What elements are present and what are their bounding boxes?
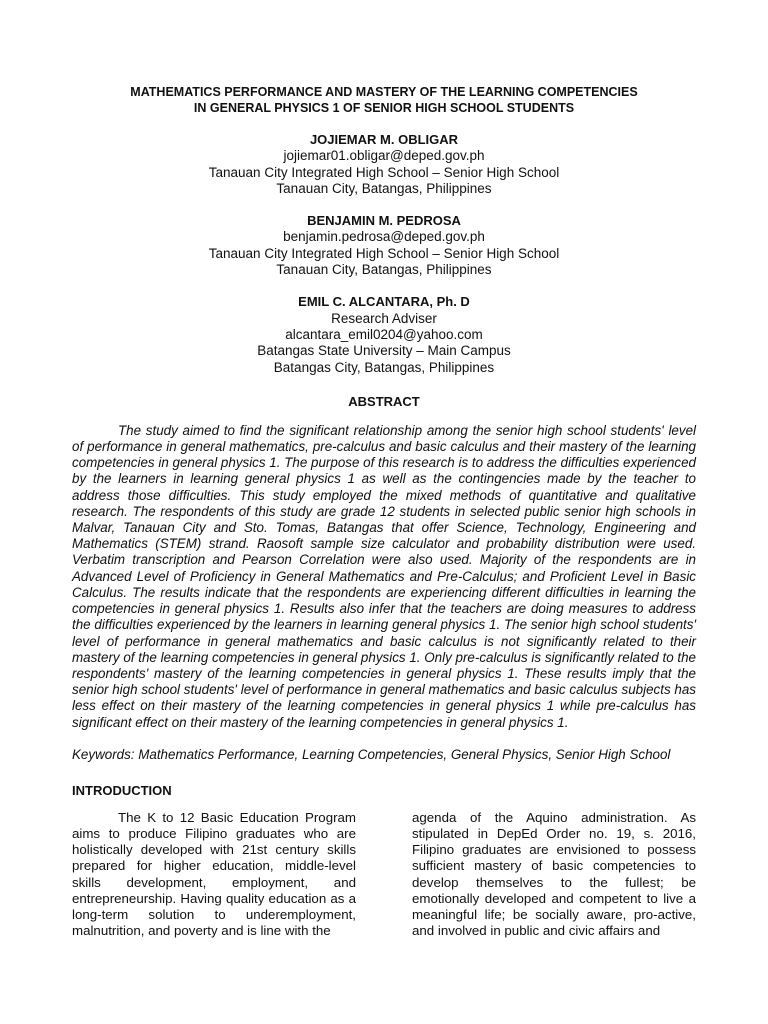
author-location: Tanauan City, Batangas, Philippines <box>276 262 492 278</box>
author-email: benjamin.pedrosa@deped.gov.ph <box>283 229 485 245</box>
intro-paragraph-left: The K to 12 Basic Education Program aims to produce Filipino graduates who are holistically developed with 21st century skills prepared for higher education, middle-level skills development, employment, and entrepreneurship. Having quality education as a long-term solution to underemployment, malnutrition, and poverty and is line with the <box>72 809 356 939</box>
author-block-2 <box>72 213 696 278</box>
title-line-1: MATHEMATICS PERFORMANCE AND MASTERY OF THE LEARNING COMPETENCIES <box>130 85 638 99</box>
title-line-2: IN GENERAL PHYSICS 1 OF SENIOR HIGH SCHOOL STUDENTS <box>193 101 575 115</box>
intro-paragraph-right: agenda of the Aquino administration. As stipulated in DepEd Order no. 19, s. 2016, Filipino graduates are envisioned to possess sufficient mastery of basic competencies to develop themselves to the fullest; be emotionally developed and competent to live a meaningful life; be socially aware, pro-active, and involved in public and civic affairs and <box>412 809 696 939</box>
keywords-line: Keywords: Mathematics Performance, Learning Competencies, General Physics, Senior High School <box>72 746 671 762</box>
adviser-role: Research Adviser <box>331 310 437 326</box>
paper-title <box>72 0 696 116</box>
author-name: JOJIEMAR M. OBLIGAR <box>309 132 459 147</box>
adviser-school: Batangas State University – Main Campus <box>257 343 511 359</box>
adviser-email: alcantara_emil0204@yahoo.com <box>285 326 483 342</box>
author-school: Tanauan City Integrated High School – Senior High School <box>208 164 560 180</box>
introduction-columns <box>72 810 696 940</box>
abstract-heading: ABSTRACT <box>348 393 420 409</box>
author-name: BENJAMIN M. PEDROSA <box>307 213 461 229</box>
intro-column-left <box>72 810 356 940</box>
adviser-name: EMIL C. ALCANTARA, Ph. D <box>298 294 470 310</box>
abstract-text: The study aimed to find the significant relationship among the senior high school students' level of performance in general mathematics, pre-calculus and basic calculus and their mastery of the learning competencies in general physics 1. The purpose of this research is to address the difficulties experienced by the learners in learning general physics 1 as well as the contingencies made by the teacher to address those difficulties. This study employed the mixed methods of quantitative and qualitative research. The respondents of this study are grade 12 students in selected public senior high schools in Malvar, Tanauan City and Sto. Tomas, Batangas that offer Science, Technology, Engineering and Mathematics (STEM) strand. Raosoft sample size calculator and probability distribution were used. Verbatim transcription and Pearson Correlation were also used. Majority of the respondents are in Advanced Level of Proficiency in General Mathematics and Pre-Calculus; and Proficient Level in Basic Calculus. The results indicate that the respondents are experiencing different difficulties in learning the competencies in general physics 1. Results also infer that the teachers are doing measures to address the difficulties experienced by the learners in learning general physics 1. The senior high school students' level of performance in general mathematics and basic calculus is not significantly related to their mastery of the learning competencies in general physics 1. Only pre-calculus is significantly related to the respondents' mastery of the learning competencies in general physics 1. These results imply that the senior high school students' level of performance in general mathematics and basic calculus subjects has less effect on their mastery of the learning competencies in general physics 1 while pre-calculus has significant effect on their mastery of the learning competencies in general physics 1. <box>72 422 696 730</box>
intro-column-right <box>412 810 696 940</box>
abstract-body <box>72 423 696 731</box>
adviser-location: Batangas City, Batangas, Philippines <box>273 359 495 375</box>
author-email: jojiemar01.obligar@deped.gov.ph <box>283 148 485 164</box>
introduction-heading: INTRODUCTION <box>72 782 172 798</box>
author-block-1 <box>72 132 696 197</box>
author-location: Tanauan City, Batangas, Philippines <box>276 180 492 196</box>
adviser-block <box>72 294 696 375</box>
author-school: Tanauan City Integrated High School – Senior High School <box>208 245 560 261</box>
